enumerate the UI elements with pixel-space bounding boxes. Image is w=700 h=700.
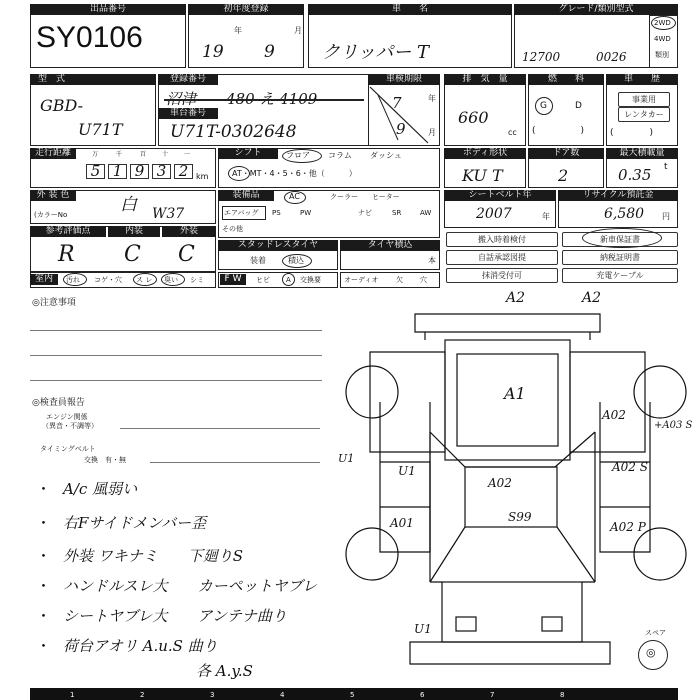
mileage-unit: km xyxy=(196,172,209,181)
first-reg-month: 9 xyxy=(264,42,275,62)
inspector-engine-sub: （異音・不調等） xyxy=(42,422,98,430)
doc-btn-1: 搬入時着検付 xyxy=(446,232,558,247)
reg-no-city: 沼津 xyxy=(166,90,197,108)
equip-ps: PS xyxy=(272,209,281,217)
note-5-text: 荷台アオリ A.u.S 曲り xyxy=(63,637,218,655)
mileage-digit-1: 1 xyxy=(108,164,127,179)
doors-value: 2 xyxy=(558,166,569,185)
inspection-month: 9 xyxy=(396,120,406,138)
shift-label: シフト xyxy=(218,148,278,159)
diag-mark-9: U1 xyxy=(398,464,416,478)
interior-item-3: 臭い xyxy=(164,276,178,284)
history-business: 事業用 xyxy=(618,92,670,107)
mileage-label: 走行距離 xyxy=(30,148,76,159)
fw-item-0: ヒビ xyxy=(256,276,270,284)
interior-item-0: 汚れ xyxy=(66,276,80,284)
model-value-2: U71T xyxy=(78,120,123,139)
note-3: ・ ハンドルスレ大 カーペットヤブレ xyxy=(36,577,317,595)
diag-mark-0: A2 xyxy=(506,290,526,306)
equipment-label: 装備品 xyxy=(218,190,274,201)
note-rule-1 xyxy=(30,330,322,331)
note-rule-3 xyxy=(30,380,322,381)
fw-mark xyxy=(282,273,295,286)
note-0: ・ A/c 風弱い xyxy=(36,480,138,498)
note-1-text: 右Fサイドメンバー歪 xyxy=(63,514,207,532)
equip-heater: ヒーター xyxy=(372,193,400,201)
fuel-g: G xyxy=(540,101,547,111)
color-label: 外 装 色 xyxy=(30,190,76,201)
mileage-digit-4: 2 xyxy=(174,164,193,179)
doc-btn-2: 新車保証書 xyxy=(562,232,678,247)
inspector-belt-sub: 交換 有・無 xyxy=(84,456,126,464)
reg-no-strike xyxy=(164,99,364,101)
displacement-unit: cc xyxy=(508,128,517,137)
body-label: ボディ形状 xyxy=(444,148,526,159)
spare-icon: ◎ xyxy=(646,646,656,659)
model-label: 型 式 xyxy=(30,74,156,85)
studless-fitted: 装着 xyxy=(250,256,266,265)
first-reg-month-unit: 月 xyxy=(294,26,302,35)
fw-item-1: A xyxy=(286,276,291,284)
history-rental: レンタカー xyxy=(618,107,670,122)
color-code: W37 xyxy=(152,206,185,222)
strip-6: 7 xyxy=(490,691,495,699)
lot-label: 出品番号 xyxy=(30,4,186,15)
equip-airbag: エアバッグ xyxy=(224,209,259,217)
fw-item-2: 交換要 xyxy=(300,276,321,284)
strip-3: 4 xyxy=(280,691,285,699)
shift-dash: ダッシュ xyxy=(370,151,402,160)
diag-mark-6: +A03 S xyxy=(654,420,693,431)
tire-load-unit: 本 xyxy=(428,256,436,265)
inspector-engine: エンジン関係 xyxy=(46,413,88,421)
history-label: 車 歴 xyxy=(606,74,678,85)
diag-mark-1: A2 xyxy=(582,290,602,306)
note-6 xyxy=(196,660,253,681)
interior-item-2: ス レ xyxy=(136,276,153,284)
grade-kind: 類別 xyxy=(655,51,669,59)
note-2: ・ 外装 ワキナミ 下廻りS xyxy=(36,547,244,565)
doc-btn-5: 抹消受付可 xyxy=(446,268,558,283)
chassis-number: U71T-0302648 xyxy=(170,122,297,142)
recycle-value: 6,580 xyxy=(604,206,645,222)
diag-mark-3: A02 xyxy=(602,408,626,422)
interior-item-1: コゲ・穴 xyxy=(94,276,122,284)
interior-mark-2 xyxy=(133,273,157,286)
max-load-label: 最大積載量 xyxy=(606,148,678,159)
strip-2: 3 xyxy=(210,691,215,699)
seatbelt-unit: 年 xyxy=(542,212,550,221)
model-value-1: GBD- xyxy=(40,96,84,115)
note-0-text: A/c 風弱い xyxy=(63,480,138,498)
strip-0: 1 xyxy=(70,691,75,699)
strip-5: 6 xyxy=(420,691,425,699)
fw-row-label: F W xyxy=(220,274,246,285)
inspector-title: ◎検査員報告 xyxy=(32,398,85,408)
notes-title: ◎注意事項 xyxy=(32,298,76,308)
diag-mark-12: U1 xyxy=(414,622,432,636)
scores-label: 参考評価点 xyxy=(30,226,106,237)
strip-1: 2 xyxy=(140,691,145,699)
studless-label: スタッドレスタイヤ xyxy=(218,240,338,251)
color-value: 白 xyxy=(120,195,137,215)
equip-aw: AW xyxy=(420,209,432,217)
equip-sr: SR xyxy=(392,209,402,217)
shift-column: コラム xyxy=(328,151,352,160)
lot-number: SY0106 xyxy=(36,21,143,54)
audio-item-1: 穴 xyxy=(420,276,427,284)
displacement-value: 660 xyxy=(458,108,489,127)
exterior-score-label: 外装 xyxy=(162,226,216,237)
grade-code-1: 12700 xyxy=(522,50,561,64)
seatbelt-value: 2007 xyxy=(476,206,512,222)
max-load-value: 0.35 xyxy=(618,166,652,184)
interior-score-label: 内装 xyxy=(108,226,160,237)
audio-label: オーディオ xyxy=(344,276,379,284)
first-reg-label: 初年度登録 xyxy=(188,4,304,15)
interior-item-4: シミ xyxy=(190,276,204,284)
history-paren: ( ) xyxy=(610,128,654,138)
tire-load-label: タイヤ積込 xyxy=(340,240,440,251)
mileage-scale-1: 千 xyxy=(116,151,123,158)
note-2-text: 外装 ワキナミ 下廻りS xyxy=(63,547,244,565)
studless-loaded: 積込 xyxy=(288,256,304,265)
interior-row-label: 室内 xyxy=(30,274,58,285)
total-score: R xyxy=(58,242,75,267)
doc-btn-4: 納税証明書 xyxy=(562,250,678,265)
diag-mark-11: S99 xyxy=(508,510,532,524)
mileage-digit-0: 5 xyxy=(86,164,105,179)
exterior-score: C xyxy=(178,242,195,267)
reg-no-number: 480 え 4109 xyxy=(226,90,318,108)
mileage-scale-0: 万 xyxy=(92,151,99,158)
drive-2wd: 2WD xyxy=(654,19,671,27)
inspection-year-unit: 年 xyxy=(428,94,436,103)
chassis-label: 車台番号 xyxy=(158,108,218,119)
equip-cooler: クーラー xyxy=(330,193,358,201)
reg-no-label: 登録番号 xyxy=(158,74,218,85)
color-code-label: (カラーNo xyxy=(34,211,68,219)
strip-7: 8 xyxy=(560,691,565,699)
first-reg-year-unit: 年 xyxy=(234,26,242,35)
mileage-digit-3: 3 xyxy=(152,164,171,179)
car-name-label: 車 名 xyxy=(308,4,512,15)
car-name: クリッパー T xyxy=(322,42,430,63)
note-3-text: ハンドルスレ大 カーペットヤブレ xyxy=(63,577,317,595)
audio-item-0: 欠 xyxy=(396,276,403,284)
mileage-scale-3: 十 xyxy=(162,151,169,158)
note-1: ・ 右Fサイドメンバー歪 xyxy=(36,514,207,532)
note-4-text: シートヤブレ大 アンテナ曲り xyxy=(63,607,287,625)
inspector-rule-2 xyxy=(150,462,320,463)
diag-mark-7: A02 P xyxy=(610,520,646,534)
mileage-scale-2: 百 xyxy=(140,151,147,158)
diag-mark-8: U1 xyxy=(338,452,355,465)
recycle-label: リサイクル預託金 xyxy=(558,190,678,201)
fuel-label: 燃 料 xyxy=(528,74,604,85)
note-4: ・ シートヤブレ大 アンテナ曲り xyxy=(36,607,287,625)
inspection-year: 7 xyxy=(392,94,402,112)
new-car-warranty-circle xyxy=(582,228,662,248)
seatbelt-label: シートベルト年 xyxy=(444,190,556,201)
shift-floor: フロア xyxy=(286,151,310,160)
body-value: KU T xyxy=(462,166,503,185)
first-reg-year: 19 xyxy=(202,42,224,62)
doors-label: ドア数 xyxy=(528,148,604,159)
diag-mark-5: A02 S xyxy=(612,460,648,474)
displacement-label: 排 気 量 xyxy=(444,74,526,85)
note-rule-2 xyxy=(30,355,322,356)
spare-label: スペア xyxy=(645,629,666,637)
max-load-unit: t xyxy=(664,162,668,172)
recycle-unit: 円 xyxy=(662,212,670,221)
shift-options: AT・MT・4・5・6・他（ ） xyxy=(232,169,357,178)
mileage-digit-2: 9 xyxy=(130,164,149,179)
inspection-label: 車検期限 xyxy=(368,74,440,85)
equip-navi: ナビ xyxy=(358,209,372,217)
note-5: ・ 荷台アオリ A.u.S 曲り xyxy=(36,637,218,655)
diag-mark-10: A01 xyxy=(390,516,414,530)
drive-4wd: 4WD xyxy=(654,35,671,43)
inspector-belt: タイミングベルト xyxy=(40,445,96,453)
fuel-d: D xyxy=(575,101,582,111)
doc-btn-6: 充電ケーブル xyxy=(562,268,678,283)
equip-pw: PW xyxy=(300,209,312,217)
diag-mark-4: A02 xyxy=(488,476,512,490)
grade-code-2: 0026 xyxy=(596,50,627,64)
interior-mark-0 xyxy=(63,273,87,286)
equip-ac: AC xyxy=(289,192,300,201)
inspection-month-unit: 月 xyxy=(428,128,436,137)
diag-mark-2: A1 xyxy=(504,384,526,403)
strip-4: 5 xyxy=(350,691,355,699)
doc-btn-3: 自話承認図提 xyxy=(446,250,558,265)
mileage-scale-4: 一 xyxy=(184,151,191,158)
grade-label: グレード/類別型式 xyxy=(514,4,678,15)
note-6-text: 各 A.y.S xyxy=(196,662,253,680)
interior-score: C xyxy=(124,242,141,267)
inspector-rule-1 xyxy=(120,428,320,429)
equip-other: その他 xyxy=(222,225,243,233)
interior-mark-3 xyxy=(161,273,185,286)
fuel-paren: ( ) xyxy=(532,126,585,136)
